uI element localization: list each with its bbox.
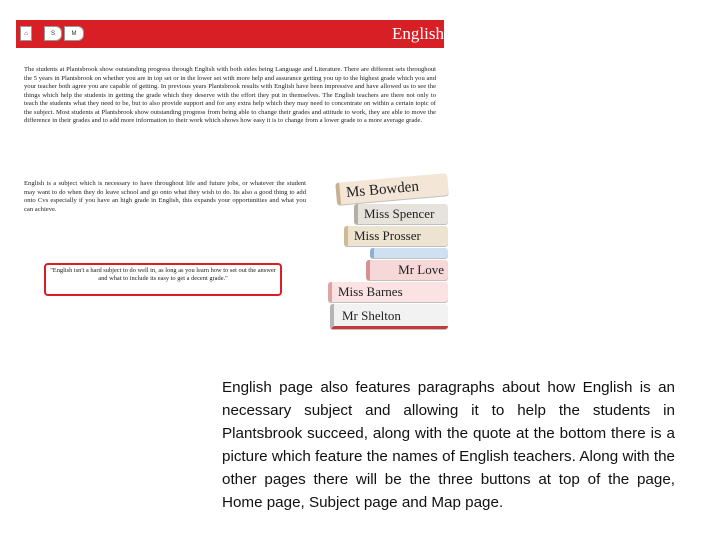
teacher-name: Ms Bowden <box>345 178 420 201</box>
english-page-screenshot <box>16 20 444 328</box>
quote-box: "English isn't a hard subject to do well in, as long as you learn how to set out the answer and what to include its easy to get a decent grade." <box>44 263 282 296</box>
subject-button[interactable]: S <box>44 26 62 41</box>
teacher-book-stack <box>306 178 444 328</box>
main-paragraph: The students at Plantsbrook show outstanding progress through English with both sides being Language and Literature. There are different sets throughout the 5 years in Plantsbrook on whether you are in top set or in the lower set with more help and assurance getting you up to the highest grade which you and your teacher both agree you are capable of getting. In previous years Plantsbrook results with English have been impressive and have allowed us to see the things which help the students in getting the grade which they deserve with the effort they put in themselves. The English teachers are there not only to teach the students what they need to be, but to also provide support and for any extra help which they may need to concentrate on within a certain topic of the subject. Most students at Plantsbrook show outstanding progress from being able to change their grades and attitude to work, they are able to move the difference in their grades and to add more information to their work which shows how easy it is to change from a lower grade to a more average grade. <box>24 66 436 124</box>
book-ms-bowden <box>335 173 448 205</box>
teacher-name: Mr Love <box>398 262 444 277</box>
home-button[interactable]: ⌂ <box>20 26 32 41</box>
book-miss-prosser <box>344 226 448 246</box>
book-miss-spencer <box>354 204 448 224</box>
teacher-name: Miss Barnes <box>338 284 403 299</box>
teacher-name: Mr Shelton <box>342 308 401 323</box>
book-spacer <box>370 248 448 258</box>
page-title: English <box>392 24 444 43</box>
book-miss-barnes <box>328 282 448 302</box>
map-button[interactable]: M <box>64 26 84 41</box>
second-paragraph: English is a subject which is necessary to have throughout life and future jobs, or whatever the student may want to do when they do leave school and go onto what they wish to do. Its also a good thing to add onto Cvs especially if you have an high grade in English, this expands your opportunities and what you can achieve. <box>24 180 306 213</box>
header-bar <box>16 20 444 48</box>
book-mr-shelton <box>330 304 448 329</box>
slide-caption: English page also features paragraphs about how English is an necessary subject and allowing it to help the students in Plantsbrook succeed, along with the quote at the bottom there is a picture which feature the names of English teachers. Along with the other pages there will be the three buttons at top of the page, Home page, Subject page and Map page. <box>222 379 675 511</box>
book-mr-love <box>366 260 448 280</box>
teacher-name: Miss Prosser <box>354 228 421 243</box>
teacher-name: Miss Spencer <box>364 206 435 221</box>
